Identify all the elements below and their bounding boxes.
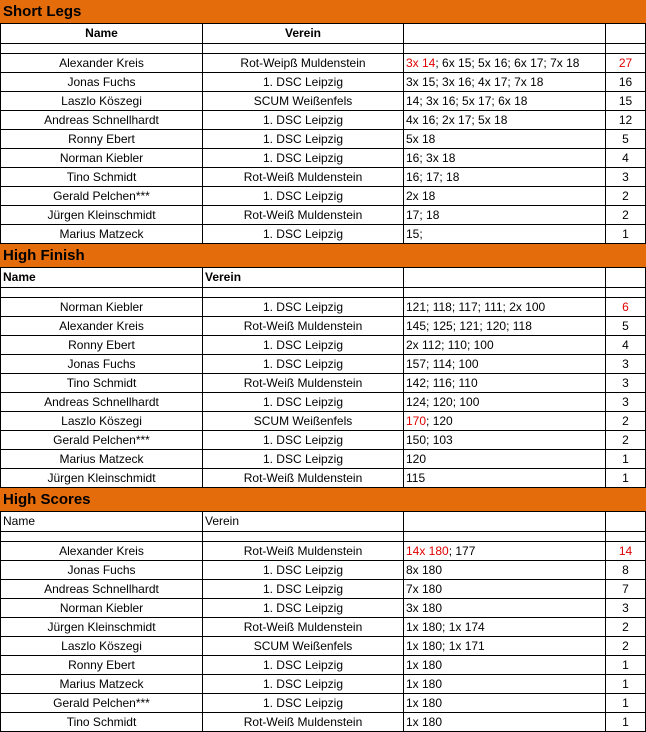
table-row <box>0 130 646 149</box>
player-club: Rot-Weiß Muldenstein <box>203 618 404 636</box>
player-name: Norman Kiebler <box>0 149 203 167</box>
stat-total: 3 <box>606 599 646 617</box>
stat-detail-text: 120 <box>406 452 427 466</box>
stat-total: 3 <box>606 355 646 373</box>
stat-total: 8 <box>606 561 646 579</box>
player-name: Jürgen Kleinschmidt <box>0 618 203 636</box>
stat-detail-text: 115 <box>406 471 426 485</box>
stat-detail-text: 1x 180 <box>406 696 443 710</box>
table-row <box>0 542 646 561</box>
section-short-legs <box>0 0 646 244</box>
stat-total: 4 <box>606 149 646 167</box>
stat-detail-highlight: 3x 14 <box>406 56 436 70</box>
table-row <box>0 561 646 580</box>
stat-total: 15 <box>606 92 646 110</box>
table-row <box>0 54 646 73</box>
table-row <box>0 469 646 488</box>
stat-detail <box>404 54 606 72</box>
stat-total: 16 <box>606 73 646 91</box>
table-row <box>0 336 646 355</box>
stat-detail <box>404 355 606 373</box>
blank-row <box>0 44 646 54</box>
stat-total: 2 <box>606 187 646 205</box>
table-row <box>0 225 646 244</box>
header-detail <box>404 512 606 531</box>
stat-detail <box>404 317 606 335</box>
player-name: Alexander Kreis <box>0 54 203 72</box>
stat-total: 4 <box>606 336 646 354</box>
stat-detail <box>404 713 606 731</box>
stat-total: 1 <box>606 675 646 693</box>
stat-detail-highlight: 14x 180 <box>406 544 449 558</box>
stat-total: 27 <box>606 54 646 72</box>
player-name: Gerald Pelchen*** <box>0 187 203 205</box>
table-header <box>0 512 646 532</box>
player-club: 1. DSC Leipzig <box>203 149 404 167</box>
player-name: Laszlo Köszegi <box>0 412 203 430</box>
stat-total: 3 <box>606 374 646 392</box>
stat-total: 1 <box>606 713 646 731</box>
player-club: 1. DSC Leipzig <box>203 561 404 579</box>
player-club: 1. DSC Leipzig <box>203 431 404 449</box>
table-row <box>0 111 646 130</box>
player-name: Andreas Schnellhardt <box>0 111 203 129</box>
stat-detail-text: 1x 180; 1x 171 <box>406 639 485 653</box>
stat-total: 2 <box>606 412 646 430</box>
stat-total: 7 <box>606 580 646 598</box>
table-row <box>0 187 646 206</box>
player-club: Rot-Weiß Muldenstein <box>203 168 404 186</box>
stat-detail <box>404 73 606 91</box>
stat-total: 5 <box>606 317 646 335</box>
player-name: Marius Matzeck <box>0 675 203 693</box>
stat-detail-text: 1x 180 <box>406 677 443 691</box>
stat-detail <box>404 149 606 167</box>
stat-total: 1 <box>606 469 646 487</box>
player-club: 1. DSC Leipzig <box>203 694 404 712</box>
table-row <box>0 656 646 675</box>
header-name: Name <box>0 24 203 43</box>
table-row <box>0 206 646 225</box>
stat-total: 6 <box>606 298 646 316</box>
stat-detail <box>404 412 606 430</box>
player-club: 1. DSC Leipzig <box>203 580 404 598</box>
table-row <box>0 618 646 637</box>
stat-detail-text: 2x 112; 110; 100 <box>406 338 494 352</box>
stat-detail-text: 124; 120; 100 <box>406 395 480 409</box>
header-detail <box>404 24 606 43</box>
section-title: High Scores <box>0 488 646 512</box>
table-header <box>0 24 646 44</box>
player-name: Andreas Schnellhardt <box>0 580 203 598</box>
player-name: Gerald Pelchen*** <box>0 694 203 712</box>
table-row <box>0 713 646 732</box>
stat-detail-text: 3x 180 <box>406 601 443 615</box>
header-club: Verein <box>203 268 404 287</box>
player-name: Jonas Fuchs <box>0 73 203 91</box>
player-name: Ronny Ebert <box>0 130 203 148</box>
table-header <box>0 268 646 288</box>
player-club: SCUM Weißenfels <box>203 637 404 655</box>
stat-detail-text: 15; <box>406 227 423 241</box>
table-row <box>0 599 646 618</box>
section-title: Short Legs <box>0 0 646 24</box>
stat-detail-text: 3x 15; 3x 16; 4x 17; 7x 18 <box>406 75 544 89</box>
header-club: Verein <box>203 512 404 531</box>
header-club: Verein <box>203 24 404 43</box>
table-row <box>0 298 646 317</box>
player-name: Ronny Ebert <box>0 656 203 674</box>
player-name: Tino Schmidt <box>0 374 203 392</box>
stat-detail-text: 121; 118; 117; 111; 2x 100 <box>406 300 546 314</box>
table-row <box>0 374 646 393</box>
player-club: 1. DSC Leipzig <box>203 599 404 617</box>
player-name: Tino Schmidt <box>0 168 203 186</box>
header-name: Name <box>0 268 203 287</box>
stat-total: 2 <box>606 206 646 224</box>
player-club: Rot-Weiß Muldenstein <box>203 542 404 560</box>
player-name: Alexander Kreis <box>0 542 203 560</box>
table-row <box>0 580 646 599</box>
header-total <box>606 512 646 531</box>
stat-detail-text: ; 6x 15; 5x 16; 6x 17; 7x 18 <box>435 56 580 70</box>
stat-detail <box>404 187 606 205</box>
stat-total: 2 <box>606 637 646 655</box>
stat-detail-text: ; 177 <box>448 544 476 558</box>
player-club: 1. DSC Leipzig <box>203 336 404 354</box>
player-club: Rot-Weiß Muldenstein <box>203 374 404 392</box>
player-club: 1. DSC Leipzig <box>203 298 404 316</box>
stat-total: 3 <box>606 168 646 186</box>
player-club: 1. DSC Leipzig <box>203 130 404 148</box>
stat-total: 1 <box>606 694 646 712</box>
stat-detail-text: 8x 180 <box>406 563 443 577</box>
player-club: Rot-Weiß Muldenstein <box>203 206 404 224</box>
stat-detail-text: 4x 16; 2x 17; 5x 18 <box>406 113 508 127</box>
header-detail <box>404 268 606 287</box>
player-club: 1. DSC Leipzig <box>203 111 404 129</box>
stat-detail <box>404 431 606 449</box>
table-row <box>0 168 646 187</box>
player-club: 1. DSC Leipzig <box>203 393 404 411</box>
stat-detail-highlight: 170 <box>406 414 427 428</box>
stat-detail <box>404 675 606 693</box>
stat-detail <box>404 656 606 674</box>
player-name: Jonas Fuchs <box>0 355 203 373</box>
table-row <box>0 393 646 412</box>
stat-detail-text: 2x 18 <box>406 189 436 203</box>
player-club: Rot-Weiß Muldenstein <box>203 469 404 487</box>
player-name: Gerald Pelchen*** <box>0 431 203 449</box>
player-name: Marius Matzeck <box>0 450 203 468</box>
stat-detail-text: 150; 103 <box>406 433 453 447</box>
blank-row <box>0 288 646 298</box>
section-title: High Finish <box>0 244 646 268</box>
player-name: Andreas Schnellhardt <box>0 393 203 411</box>
stat-detail-text: 157; 114; 100 <box>406 357 479 371</box>
header-total <box>606 24 646 43</box>
stat-detail-text: 14; 3x 16; 5x 17; 6x 18 <box>406 94 528 108</box>
table-row <box>0 73 646 92</box>
section-high-finish <box>0 244 646 488</box>
stat-detail <box>404 92 606 110</box>
stat-detail <box>404 561 606 579</box>
stat-total: 2 <box>606 618 646 636</box>
table-row <box>0 412 646 431</box>
stat-detail-text: 145; 125; 121; 120; 118 <box>406 319 532 333</box>
player-name: Jürgen Kleinschmidt <box>0 206 203 224</box>
stat-detail <box>404 469 606 487</box>
stat-total: 1 <box>606 225 646 243</box>
stat-detail <box>404 130 606 148</box>
stat-detail <box>404 336 606 354</box>
player-club: 1. DSC Leipzig <box>203 675 404 693</box>
table-body <box>0 298 646 488</box>
stat-detail <box>404 618 606 636</box>
stat-detail <box>404 580 606 598</box>
stat-detail-text: 1x 180 <box>406 715 443 729</box>
player-club: 1. DSC Leipzig <box>203 355 404 373</box>
player-club: Rot-Weipß Muldenstein <box>203 54 404 72</box>
stat-detail-text: 5x 18 <box>406 132 436 146</box>
player-name: Norman Kiebler <box>0 599 203 617</box>
stat-detail <box>404 694 606 712</box>
table-body <box>0 54 646 244</box>
stat-detail-text: 1x 180 <box>406 658 443 672</box>
table-row <box>0 355 646 374</box>
stat-detail-text: 17; 18 <box>406 208 440 222</box>
stat-detail <box>404 637 606 655</box>
stat-total: 1 <box>606 450 646 468</box>
player-club: Rot-Weiß Muldenstein <box>203 317 404 335</box>
stat-detail-text: ; 120 <box>426 414 453 428</box>
stat-detail <box>404 393 606 411</box>
table-row <box>0 450 646 469</box>
table-row <box>0 149 646 168</box>
stat-detail <box>404 225 606 243</box>
player-name: Laszlo Köszegi <box>0 637 203 655</box>
player-name: Marius Matzeck <box>0 225 203 243</box>
stat-total: 14 <box>606 542 646 560</box>
stat-detail <box>404 298 606 316</box>
stat-detail <box>404 450 606 468</box>
blank-row <box>0 532 646 542</box>
table-body <box>0 542 646 732</box>
stat-detail-text: 16; 17; 18 <box>406 170 460 184</box>
player-club: 1. DSC Leipzig <box>203 73 404 91</box>
stat-detail <box>404 599 606 617</box>
stat-detail-text: 1x 180; 1x 174 <box>406 620 485 634</box>
table-row <box>0 675 646 694</box>
stat-total: 12 <box>606 111 646 129</box>
player-name: Ronny Ebert <box>0 336 203 354</box>
section-high-scores <box>0 488 646 732</box>
stat-detail-text: 16; 3x 18 <box>406 151 456 165</box>
player-club: Rot-Weiß Muldenstein <box>203 713 404 731</box>
stat-detail <box>404 111 606 129</box>
header-name: Name <box>0 512 203 531</box>
player-club: 1. DSC Leipzig <box>203 450 404 468</box>
table-row <box>0 431 646 450</box>
player-club: 1. DSC Leipzig <box>203 187 404 205</box>
stat-detail <box>404 168 606 186</box>
player-name: Jürgen Kleinschmidt <box>0 469 203 487</box>
stat-detail-text: 7x 180 <box>406 582 443 596</box>
stat-detail-text: 142; 116; 110 <box>406 376 478 390</box>
player-name: Jonas Fuchs <box>0 561 203 579</box>
player-club: 1. DSC Leipzig <box>203 225 404 243</box>
stat-total: 1 <box>606 656 646 674</box>
table-row <box>0 694 646 713</box>
player-club: 1. DSC Leipzig <box>203 656 404 674</box>
stat-total: 5 <box>606 130 646 148</box>
stat-total: 2 <box>606 431 646 449</box>
player-name: Norman Kiebler <box>0 298 203 316</box>
stat-detail <box>404 542 606 560</box>
table-row <box>0 637 646 656</box>
stat-detail <box>404 206 606 224</box>
table-row <box>0 317 646 336</box>
stat-detail <box>404 374 606 392</box>
player-club: SCUM Weißenfels <box>203 92 404 110</box>
table-row <box>0 92 646 111</box>
stat-total: 3 <box>606 393 646 411</box>
player-name: Tino Schmidt <box>0 713 203 731</box>
player-club: SCUM Weißenfels <box>203 412 404 430</box>
player-name: Laszlo Köszegi <box>0 92 203 110</box>
player-name: Alexander Kreis <box>0 317 203 335</box>
header-total <box>606 268 646 287</box>
